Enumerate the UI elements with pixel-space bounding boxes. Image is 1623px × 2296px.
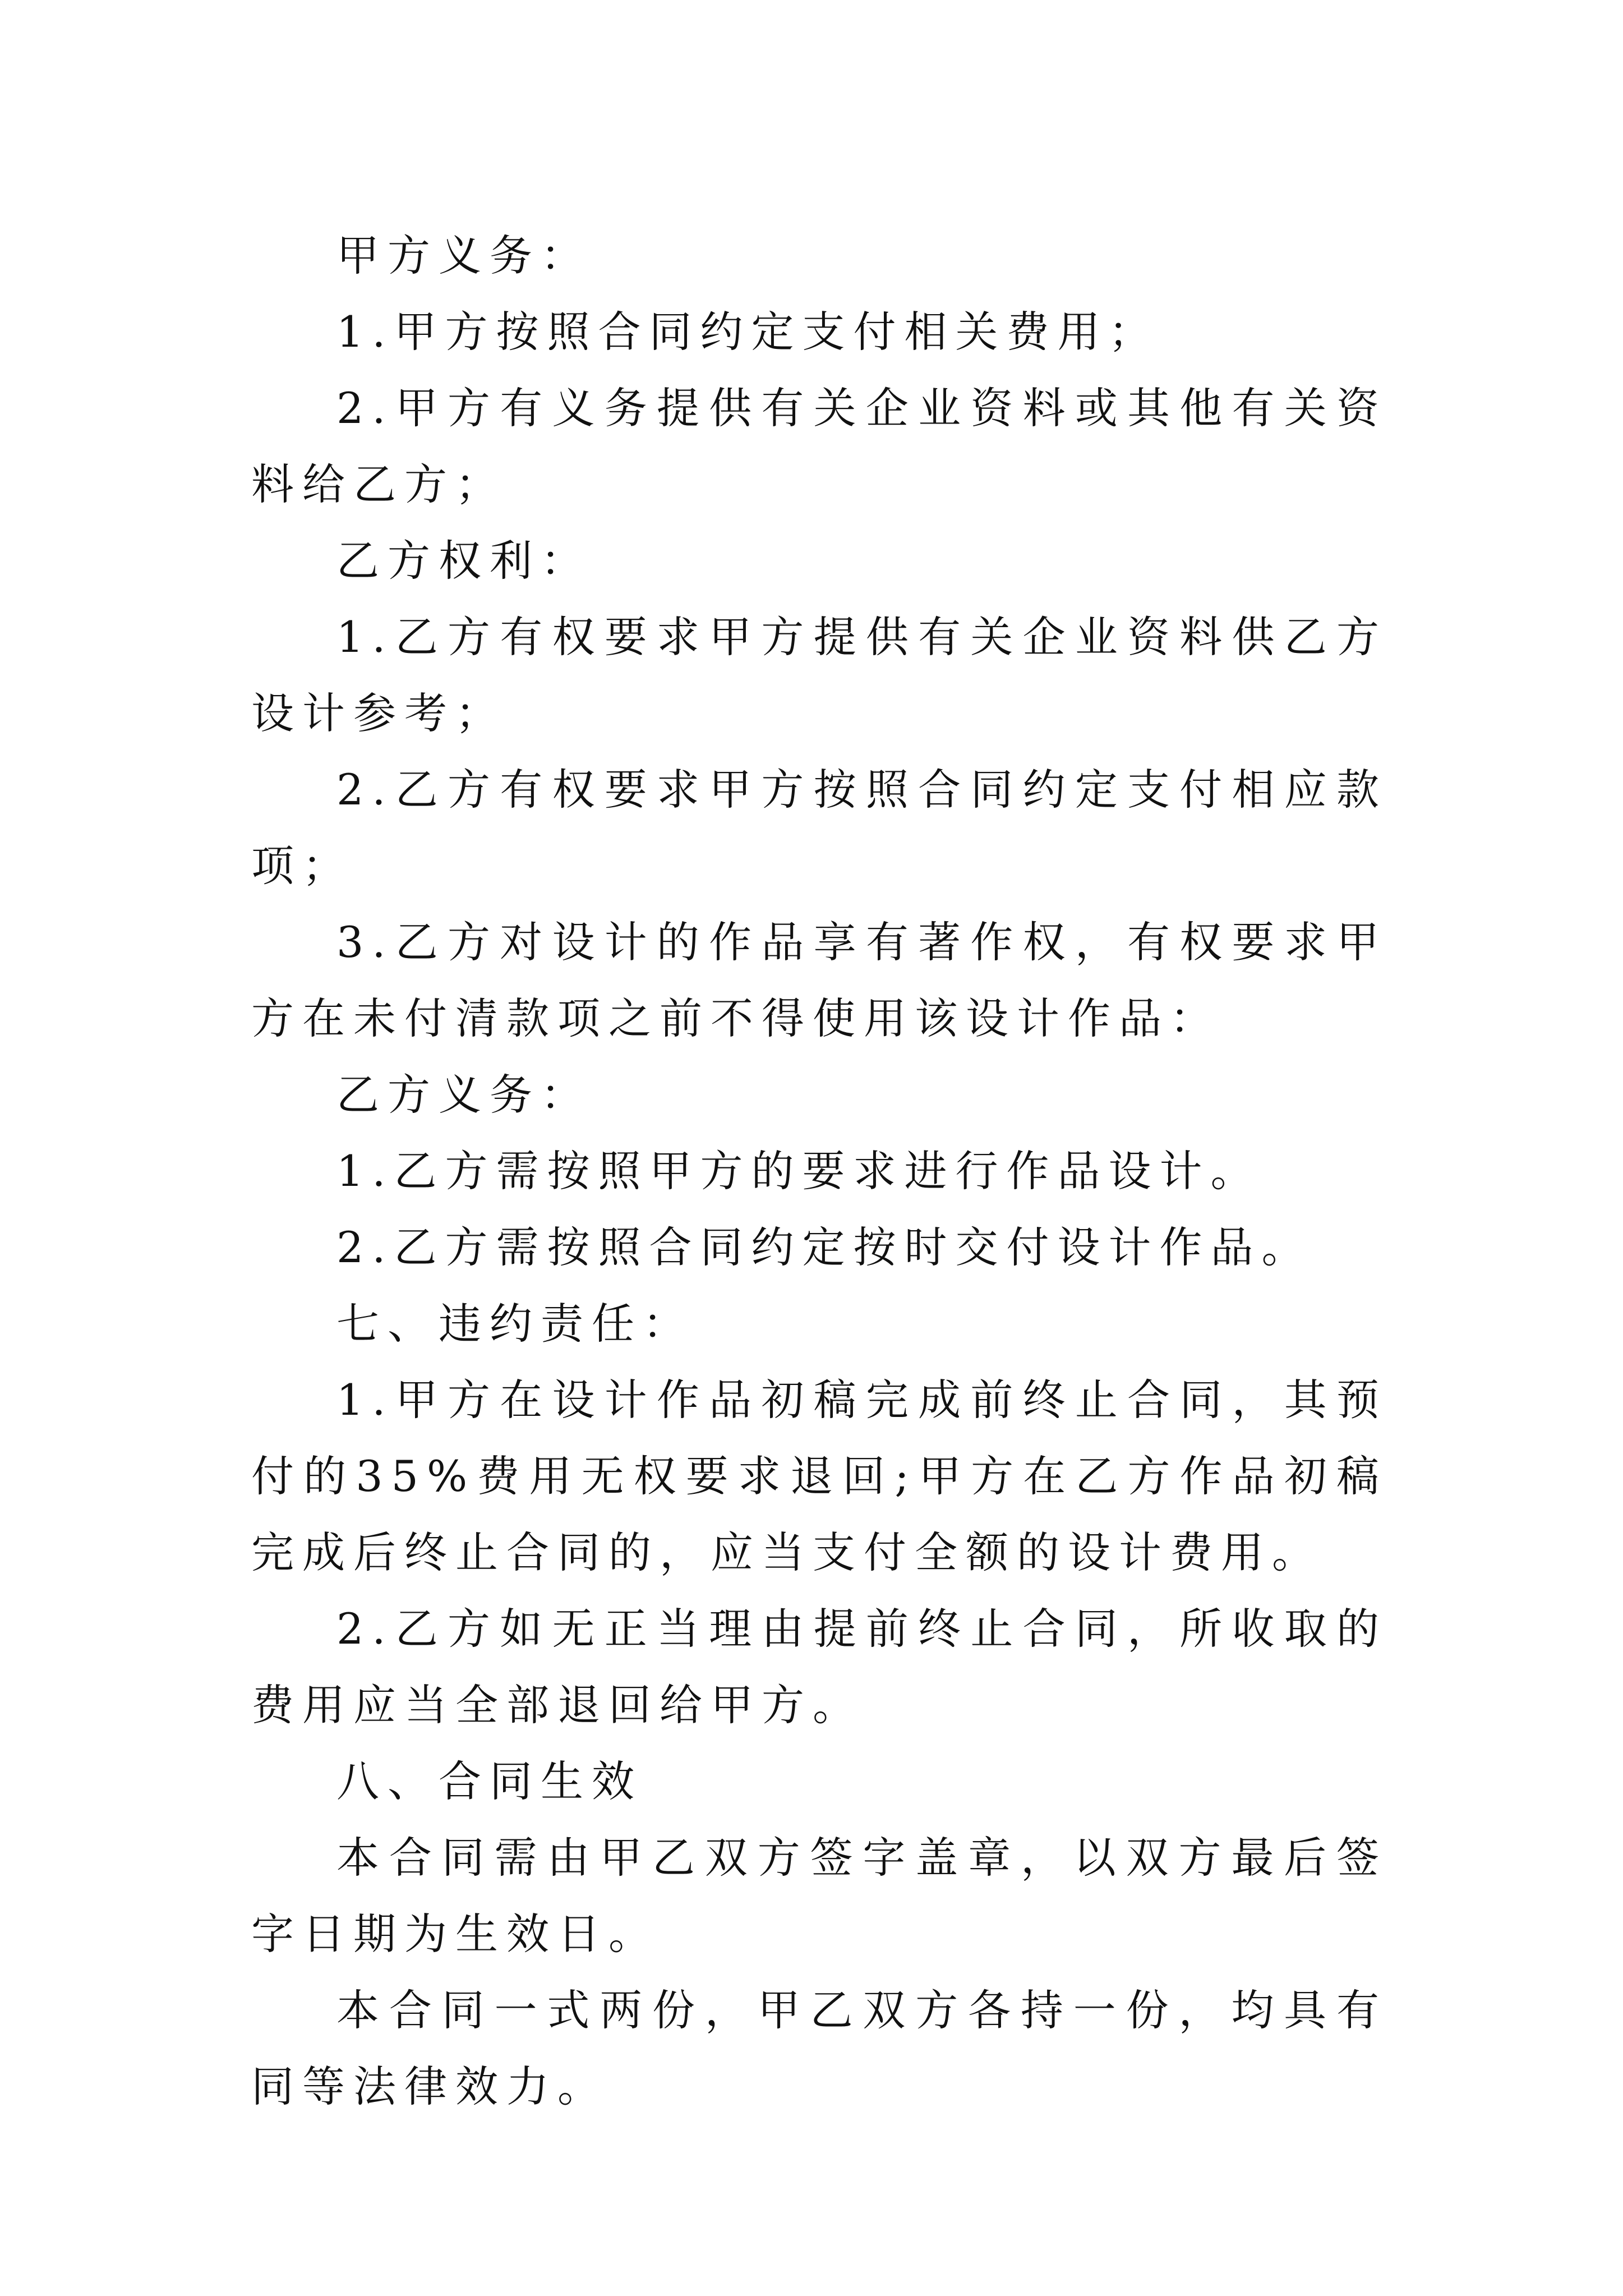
paragraph-party-b-obligation-2: 2.乙方需按照合同约定按时交付设计作品。	[336, 1222, 1313, 1272]
paragraph-party-a-obligation-2: 2.甲方有义务提供有关企业资料或其他有关资料给乙方；	[251, 383, 1387, 509]
paragraph-party-a-obligation-1: 1.甲方按照合同约定支付相关费用；	[336, 307, 1160, 357]
paragraph-effectiveness-1: 本合同需由甲乙双方签字盖章，以双方最后签字日期为生效日。	[251, 1833, 1387, 1959]
paragraph-party-b-right-1: 1.乙方有权要求甲方提供有关企业资料供乙方设计参考；	[251, 612, 1387, 738]
document-body	[251, 218, 1387, 2125]
paragraph-party-b-right-3: 3.乙方对设计的作品享有著作权，有权要求甲方在未付清款项之前不得使用该设计作品：	[251, 917, 1387, 1043]
heading-party-b-rights: 乙方权利：	[336, 536, 592, 586]
paragraph-effectiveness-2: 本合同一式两份，甲乙双方各持一份，均具有同等法律效力。	[251, 1985, 1387, 2111]
paragraph-breach-1: 1.甲方在设计作品初稿完成前终止合同，其预付的35%费用无权要求退回;甲方在乙方作品初稿完成后终止合同的，应当支付全额的设计费用。	[251, 1375, 1387, 1577]
paragraph-party-b-right-2: 2.乙方有权要求甲方按照合同约定支付相应款项；	[251, 765, 1387, 891]
heading-contract-effectiveness: 八、合同生效	[336, 1756, 643, 1806]
paragraph-party-b-obligation-1: 1.乙方需按照甲方的要求进行作品设计。	[336, 1146, 1262, 1196]
heading-party-a-obligations: 甲方义务：	[336, 231, 592, 280]
heading-breach-liability: 七、违约责任：	[336, 1299, 694, 1349]
heading-party-b-obligations: 乙方义务：	[336, 1070, 592, 1120]
paragraph-breach-2: 2.乙方如无正当理由提前终止合同，所收取的费用应当全部退回给甲方。	[251, 1604, 1387, 1730]
